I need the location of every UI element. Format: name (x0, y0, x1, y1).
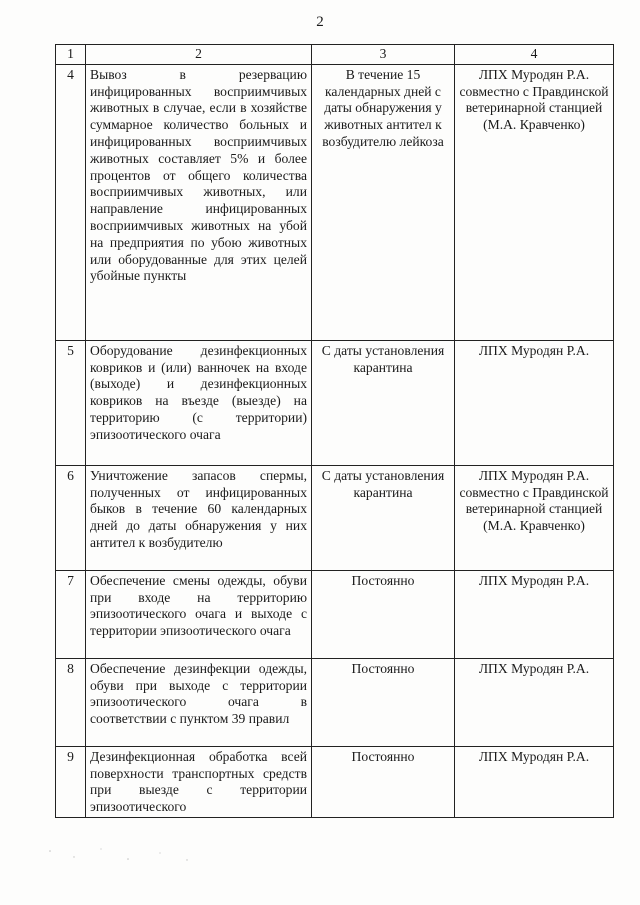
measure-responsible: ЛПХ Муродян Р.А. (455, 340, 614, 465)
table-row (56, 465, 614, 570)
measure-description: Дезинфекционная обработка всей поверхности транспортных средств при выезде с территории эпизоотического (86, 746, 312, 817)
measure-description: Обеспечение смены одежды, обуви при входе на территорию эпизоотического очага и выходе с территории эпизоотического очага (86, 570, 312, 658)
table-row (56, 570, 614, 658)
measure-term: С даты установления карантина (312, 465, 455, 570)
measure-responsible: ЛПХ Муродян Р.А. совместно с Правдинской ветеринарной станцией (М.А. Кравченко) (455, 64, 614, 340)
measure-responsible: ЛПХ Муродян Р.А. (455, 570, 614, 658)
row-number: 6 (56, 465, 86, 570)
header-cell: 4 (455, 45, 614, 65)
table-row (56, 64, 614, 340)
table-row (56, 340, 614, 465)
measure-term: Постоянно (312, 658, 455, 746)
row-number: 9 (56, 746, 86, 817)
measures-table (55, 44, 614, 818)
measure-description: Вывоз в резервацию инфицированных восприимчивых животных в случае, если в хозяйстве суммарное количество больных и инфицированных восприимчивых животных составляет 5% и более процентов от общего количества восприимчивых животных, или направление инфицированных восприимчивых животных на убой на предприятия по убою животных или оборудованные для этих целей убойные пункты (86, 64, 312, 340)
measure-description: Уничтожение запасов спермы, полученных от инфицированных быков в течение 60 календарных дней до даты обнаружения у них антител к возбудителю (86, 465, 312, 570)
measure-responsible: ЛПХ Муродян Р.А. совместно с Правдинской ветеринарной станцией (М.А. Кравченко) (455, 465, 614, 570)
table-row (56, 746, 614, 817)
measure-term: Постоянно (312, 746, 455, 817)
table-header-row (56, 45, 614, 65)
row-number: 5 (56, 340, 86, 465)
measure-responsible: ЛПХ Муродян Р.А. (455, 658, 614, 746)
table-row (56, 658, 614, 746)
measure-responsible: ЛПХ Муродян Р.А. (455, 746, 614, 817)
row-number: 8 (56, 658, 86, 746)
measure-term: С даты установления карантина (312, 340, 455, 465)
header-cell: 2 (86, 45, 312, 65)
measure-term: В течение 15 календарных дней с даты обнаружения у животных антител к возбудителю лейкоза (312, 64, 455, 340)
measure-description: Обеспечение дезинфекции одежды, обуви при выходе с территории эпизоотического очага в соответствии с пунктом 39 правил (86, 658, 312, 746)
scan-noise-decoration (40, 845, 200, 865)
measure-term: Постоянно (312, 570, 455, 658)
row-number: 4 (56, 64, 86, 340)
measure-description: Оборудование дезинфекционных ковриков и (или) ванночек на входе (выходе) и дезинфекционных ковриков на въезде (выезде) на территорию (с территории) эпизоотического очага (86, 340, 312, 465)
header-cell: 3 (312, 45, 455, 65)
page-number: 2 (316, 14, 324, 30)
row-number: 7 (56, 570, 86, 658)
header-cell: 1 (56, 45, 86, 65)
